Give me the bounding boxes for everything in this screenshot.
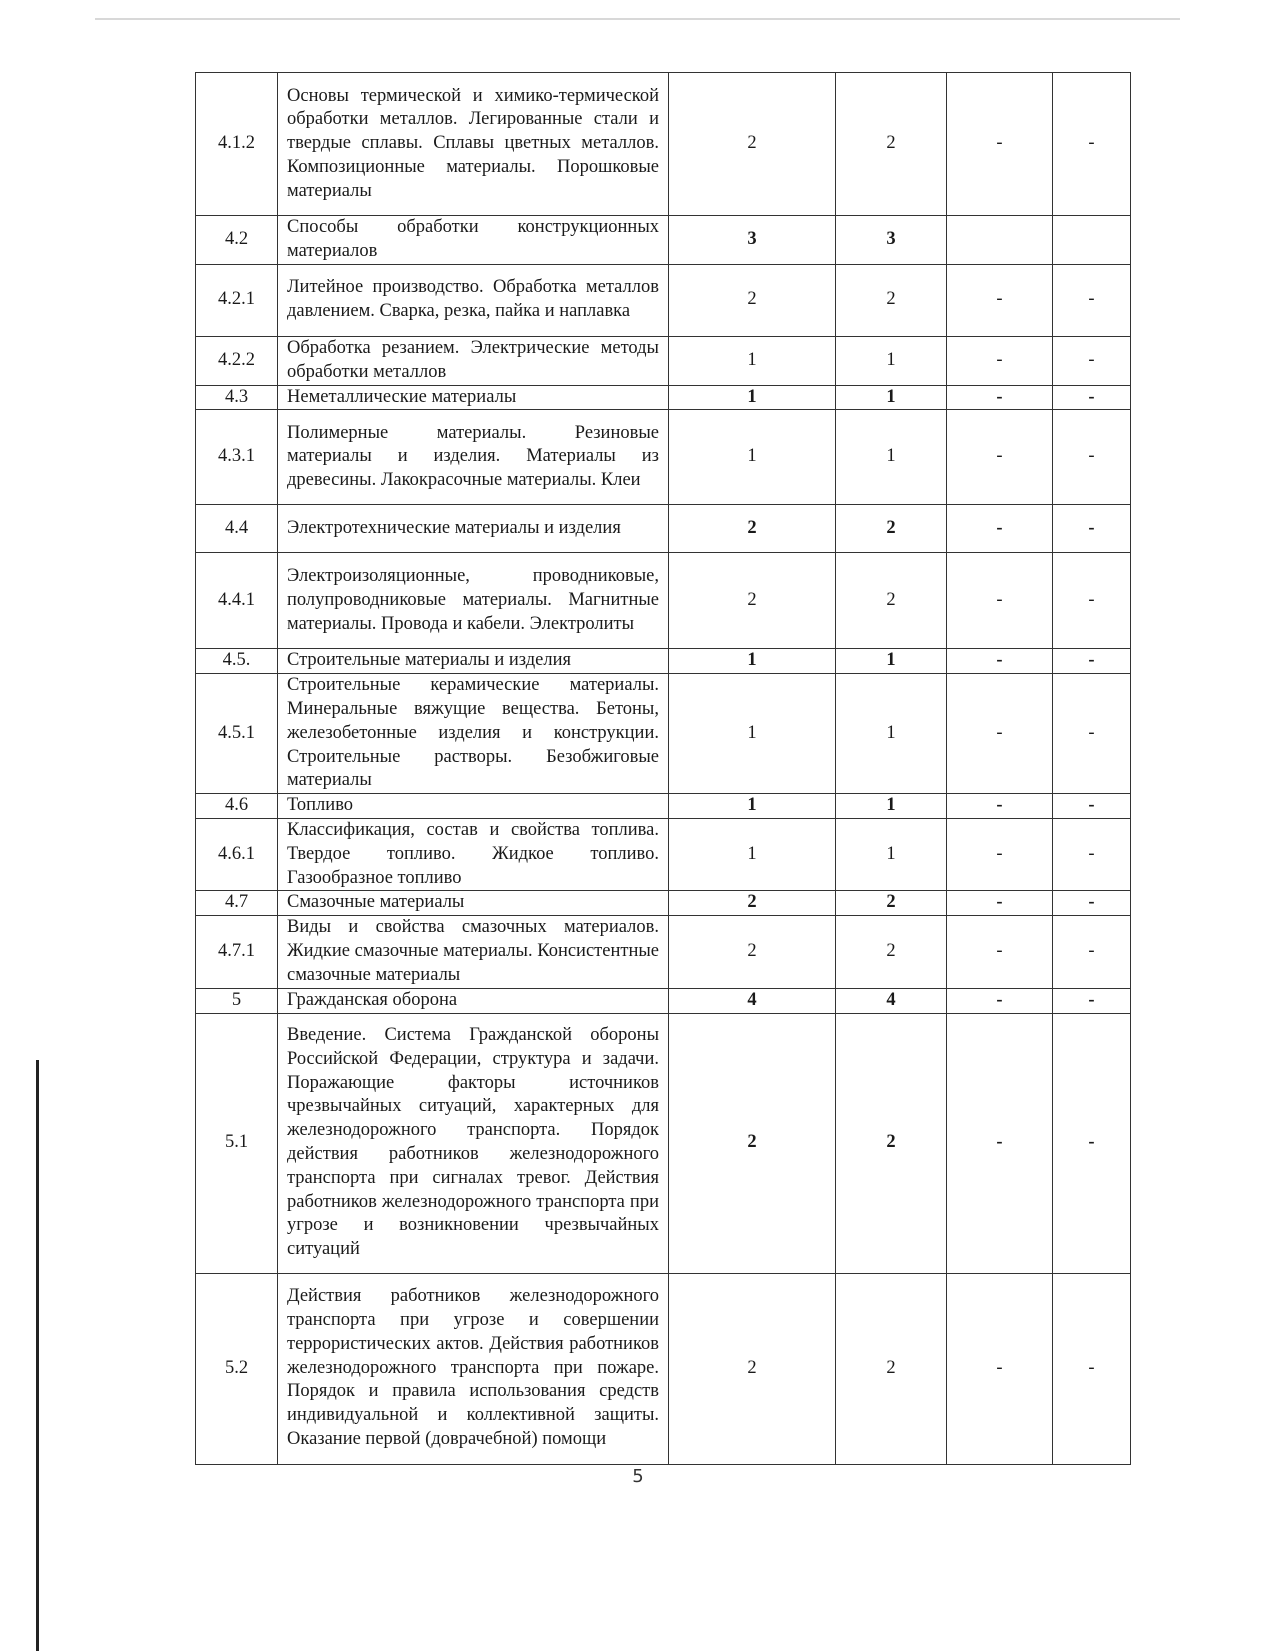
hours-theory: 2 <box>836 1273 947 1464</box>
hours-theory: 2 <box>836 264 947 336</box>
table-row <box>196 1273 1131 1464</box>
table-row <box>196 410 1131 505</box>
table-row <box>196 505 1131 553</box>
scan-edge-line <box>95 18 1180 20</box>
row-topic: Введение. Система Гражданской обороны Российской Федерации, структура и задачи. Поражающие факторы источников чрезвычайных ситуаций, характерных для железнодорожного транспорта. Порядок действия работников железнодорожного транспорта при сигналах тревог. Действия работников железнодорожного транспорта при угрозе и возникновении чрезвычайных ситуаций <box>278 1013 669 1273</box>
table-row <box>196 649 1131 674</box>
hours-theory: 2 <box>836 891 947 916</box>
hours-practice: - <box>947 1273 1053 1464</box>
hours-total: 1 <box>669 818 836 890</box>
row-number: 4.2.2 <box>196 336 278 385</box>
hours-other: - <box>1053 649 1131 674</box>
hours-total: 2 <box>669 891 836 916</box>
table-row <box>196 916 1131 988</box>
row-topic: Строительные материалы и изделия <box>278 649 669 674</box>
hours-theory: 1 <box>836 410 947 505</box>
row-number: 4.6 <box>196 794 278 819</box>
hours-total: 2 <box>669 553 836 649</box>
row-topic: Полимерные материалы. Резиновые материалы и изделия. Материалы из древесины. Лакокрасочные материалы. Клеи <box>278 410 669 505</box>
hours-other: - <box>1053 264 1131 336</box>
row-topic: Электротехнические материалы и изделия <box>278 505 669 553</box>
hours-practice: - <box>947 336 1053 385</box>
row-topic: Способы обработки конструкционных материалов <box>278 216 669 265</box>
hours-practice: - <box>947 674 1053 794</box>
row-number: 4.4 <box>196 505 278 553</box>
table-row <box>196 1013 1131 1273</box>
hours-theory: 2 <box>836 1013 947 1273</box>
hours-theory: 1 <box>836 794 947 819</box>
row-topic: Электроизоляционные, проводниковые, полупроводниковые материалы. Магнитные материалы. Провода и кабели. Электролиты <box>278 553 669 649</box>
row-topic: Литейное производство. Обработка металлов давлением. Сварка, резка, пайка и наплавка <box>278 264 669 336</box>
hours-theory: 4 <box>836 988 947 1013</box>
row-number: 4.1.2 <box>196 73 278 216</box>
hours-practice: - <box>947 988 1053 1013</box>
hours-total: 2 <box>669 264 836 336</box>
hours-total: 1 <box>669 385 836 410</box>
table-row <box>196 553 1131 649</box>
table-row <box>196 264 1131 336</box>
row-number: 5 <box>196 988 278 1013</box>
hours-other: - <box>1053 505 1131 553</box>
hours-practice: - <box>947 891 1053 916</box>
row-number: 5.2 <box>196 1273 278 1464</box>
hours-other: - <box>1053 553 1131 649</box>
page-number: 5 <box>632 1466 644 1487</box>
hours-total: 1 <box>669 649 836 674</box>
row-number: 4.2 <box>196 216 278 265</box>
hours-practice: - <box>947 410 1053 505</box>
hours-total: 2 <box>669 916 836 988</box>
scan-edge-bar <box>36 1060 39 1651</box>
hours-practice: - <box>947 264 1053 336</box>
hours-theory: 1 <box>836 674 947 794</box>
hours-practice: - <box>947 1013 1053 1273</box>
hours-theory: 1 <box>836 818 947 890</box>
hours-other: - <box>1053 385 1131 410</box>
hours-theory: 2 <box>836 505 947 553</box>
hours-other: - <box>1053 1013 1131 1273</box>
hours-total: 1 <box>669 410 836 505</box>
hours-total: 2 <box>669 1013 836 1273</box>
hours-theory: 3 <box>836 216 947 265</box>
hours-practice: - <box>947 73 1053 216</box>
hours-theory: 2 <box>836 73 947 216</box>
hours-practice: - <box>947 553 1053 649</box>
row-topic: Действия работников железнодорожного транспорта при угрозе и совершении террористических актов. Действия работников железнодорожного транспорта при пожаре. Порядок и правила использования средств индивидуальной и коллективной защиты. Оказание первой (доврачебной) помощи <box>278 1273 669 1464</box>
row-number: 4.7.1 <box>196 916 278 988</box>
hours-other: - <box>1053 336 1131 385</box>
hours-practice: - <box>947 916 1053 988</box>
hours-total: 1 <box>669 674 836 794</box>
curriculum-table <box>195 72 1131 1465</box>
hours-total: 2 <box>669 1273 836 1464</box>
hours-other: - <box>1053 410 1131 505</box>
hours-total: 3 <box>669 216 836 265</box>
hours-theory: 1 <box>836 385 947 410</box>
row-topic: Строительные керамические материалы. Минеральные вяжущие вещества. Бетоны, железобетонные изделия и конструкции. Строительные растворы. Безобжиговые материалы <box>278 674 669 794</box>
row-topic: Смазочные материалы <box>278 891 669 916</box>
table-row <box>196 674 1131 794</box>
row-number: 4.6.1 <box>196 818 278 890</box>
hours-total: 1 <box>669 336 836 385</box>
hours-theory: 2 <box>836 553 947 649</box>
hours-practice: - <box>947 818 1053 890</box>
row-number: 5.1 <box>196 1013 278 1273</box>
row-topic: Топливо <box>278 794 669 819</box>
hours-other: - <box>1053 1273 1131 1464</box>
row-number: 4.2.1 <box>196 264 278 336</box>
hours-practice <box>947 216 1053 265</box>
row-topic: Гражданская оборона <box>278 988 669 1013</box>
hours-total: 4 <box>669 988 836 1013</box>
hours-practice: - <box>947 385 1053 410</box>
row-topic: Виды и свойства смазочных материалов. Жидкие смазочные материалы. Консистентные смазочные материалы <box>278 916 669 988</box>
hours-other <box>1053 216 1131 265</box>
hours-practice: - <box>947 794 1053 819</box>
hours-practice: - <box>947 505 1053 553</box>
hours-other: - <box>1053 916 1131 988</box>
row-number: 4.3.1 <box>196 410 278 505</box>
hours-practice: - <box>947 649 1053 674</box>
row-topic: Неметаллические материалы <box>278 385 669 410</box>
row-number: 4.5.1 <box>196 674 278 794</box>
hours-other: - <box>1053 674 1131 794</box>
hours-total: 2 <box>669 505 836 553</box>
table-row <box>196 988 1131 1013</box>
hours-theory: 2 <box>836 916 947 988</box>
table-row <box>196 891 1131 916</box>
hours-other: - <box>1053 818 1131 890</box>
row-number: 4.5. <box>196 649 278 674</box>
row-number: 4.3 <box>196 385 278 410</box>
table-row <box>196 818 1131 890</box>
hours-other: - <box>1053 73 1131 216</box>
hours-total: 2 <box>669 73 836 216</box>
table-row <box>196 385 1131 410</box>
hours-other: - <box>1053 794 1131 819</box>
row-topic: Обработка резанием. Электрические методы обработки металлов <box>278 336 669 385</box>
table-row <box>196 216 1131 265</box>
hours-theory: 1 <box>836 336 947 385</box>
table-row <box>196 794 1131 819</box>
row-number: 4.4.1 <box>196 553 278 649</box>
hours-total: 1 <box>669 794 836 819</box>
row-number: 4.7 <box>196 891 278 916</box>
table-row <box>196 73 1131 216</box>
hours-theory: 1 <box>836 649 947 674</box>
hours-other: - <box>1053 988 1131 1013</box>
row-topic: Основы термической и химико-термической обработки металлов. Легированные стали и твердые сплавы. Сплавы цветных металлов. Композиционные материалы. Порошковые материалы <box>278 73 669 216</box>
table-row <box>196 336 1131 385</box>
row-topic: Классификация, состав и свойства топлива. Твердое топливо. Жидкое топливо. Газообразное топливо <box>278 818 669 890</box>
hours-other: - <box>1053 891 1131 916</box>
